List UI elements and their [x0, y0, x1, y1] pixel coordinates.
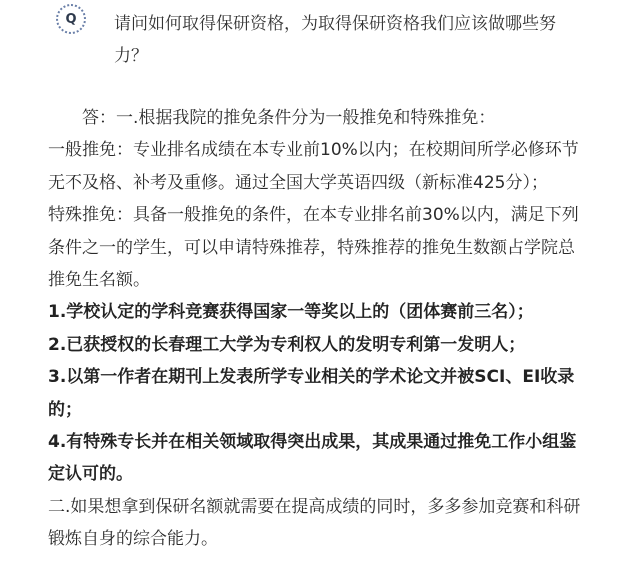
question-q-icon [56, 4, 86, 34]
condition-item-4: 4.有特殊专长并在相关领域取得突出成果，其成果通过推免工作小组鉴定认可的。 [48, 432, 577, 485]
question-icon-label: Q [65, 11, 77, 27]
condition-item-3: 3.以第一作者在期刊上发表所学专业相关的学术论文并被SCI、EI收录的； [48, 367, 575, 420]
question-text: 请问如何取得保研资格，为取得保研资格我们应该做哪些努力？ [114, 14, 556, 66]
answer-intro: 答：一.根据我院的推免条件分为一般推免和特殊推免： [82, 108, 496, 128]
answer-second-point: 二.如果想拿到保研名额就需要在提高成绩的同时，多多参加竞赛和科研锻炼自身的综合能力。 [48, 496, 581, 550]
condition-item-2: 2.已获授权的长春理工大学为专利权人的发明专利第一发明人； [48, 334, 526, 355]
answer-block [48, 102, 588, 556]
general-recommendation: 一般推免：专业排名成绩在本专业前10%以内；在校期间所学必修环节无不及格、补考及重修。通过全国大学英语四级（新标准425分）； [48, 140, 579, 193]
special-recommendation: 特殊推免：具备一般推免的条件，在本专业排名前30%以内，满足下列条件之一的学生，可以申请特殊推荐，特殊推荐的推免生数额占学院总推免生名额。 [48, 205, 579, 291]
condition-item-1: 1.学校认定的学科竞赛获得国家一等奖以上的（团体赛前三名）； [48, 302, 534, 323]
